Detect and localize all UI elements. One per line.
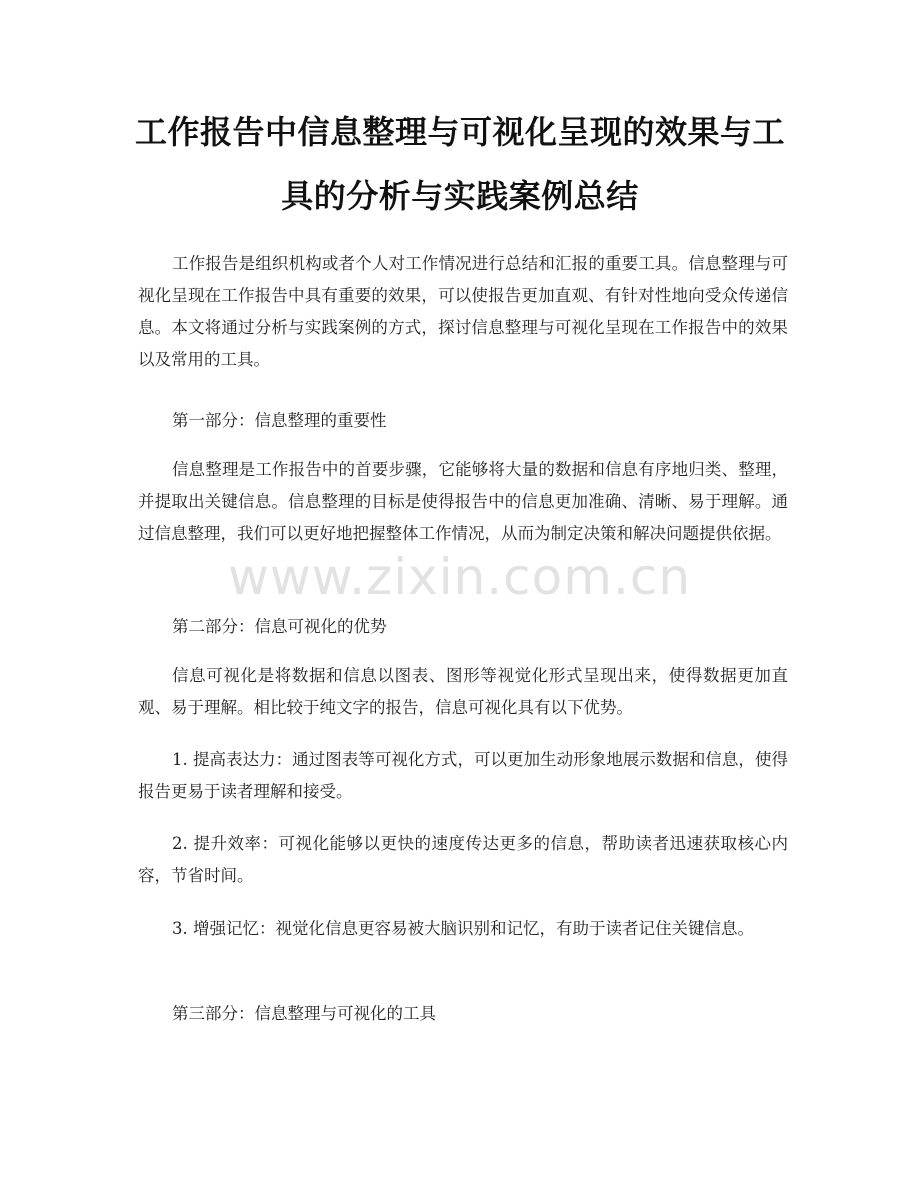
section-heading-3: 第三部分：信息整理与可视化的工具 <box>172 1004 436 1023</box>
list-item-2: 2. 提升效率：可视化能够以更快的速度传达更多的信息，帮助读者迅速获取核心内容，节省时间。 <box>138 834 788 885</box>
section-heading-2: 第二部分：信息可视化的优势 <box>172 617 387 636</box>
section-heading-1: 第一部分：信息整理的重要性 <box>172 411 387 430</box>
list-item-1: 1. 提高表达力：通过图表等可视化方式，可以更加生动形象地展示数据和信息，使得报告更易于读者理解和接受。 <box>138 750 788 801</box>
document-title: 工作报告中信息整理与可视化呈现的效果与工具的分析与实践案例总结 <box>134 113 785 215</box>
section-2-paragraph: 信息可视化是将数据和信息以图表、图形等视觉化形式呈现出来，使得数据更加直观、易于理解。相比较于纯文字的报告，信息可视化具有以下优势。 <box>138 666 788 717</box>
intro-paragraph: 工作报告是组织机构或者个人对工作情况进行总结和汇报的重要工具。信息整理与可视化呈现在工作报告中具有重要的效果，可以使报告更加直观、有针对性地向受众传递信息。本文将通过分析与实践案例的方式，探讨信息整理与可视化呈现在工作报告中的效果以及常用的工具。 <box>138 254 788 369</box>
list-item-3: 3. 增强记忆：视觉化信息更容易被大脑识别和记忆，有助于读者记住关键信息。 <box>172 919 754 938</box>
section-1-paragraph: 信息整理是工作报告中的首要步骤，它能够将大量的数据和信息有序地归类、整理，并提取出关键信息。信息整理的目标是使得报告中的信息更加准确、清晰、易于理解。通过信息整理，我们可以更好地把握整体工作情况，从而为制定决策和解决问题提供依据。 <box>138 460 788 543</box>
watermark: www.zixin.com.cn <box>228 548 692 606</box>
